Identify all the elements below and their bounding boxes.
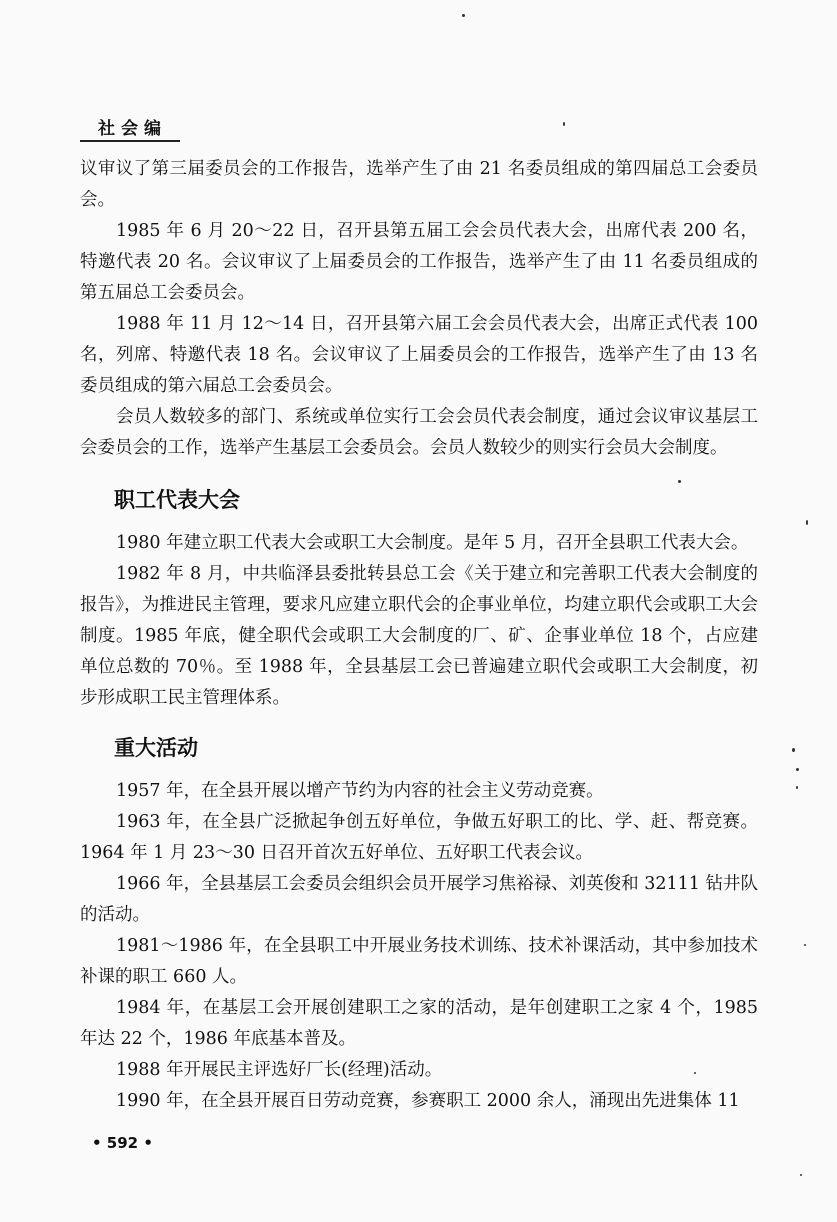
paragraph: 1963 年，在全县广泛掀起争创五好单位，争做五好职工的比、学、赶、帮竞赛。1964 年 1 月 23～30 日召开首次五好单位、五好职工代表会议。 (80, 812, 758, 863)
paragraph: 1981～1986 年，在全县职工中开展业务技术训练、技术补课活动，其中参加技术补课的职工 660 人。 (80, 936, 758, 987)
scan-speck (694, 1072, 696, 1074)
section-heading: 重大活动 (114, 736, 198, 760)
scan-speck (792, 748, 795, 752)
paragraph: 1982 年 8 月，中共临泽县委批转县总工会《关于建立和完善职工代表大会制度的报告》，为推进民主管理，要求凡应建立职代会的企事业单位，均建立职代会或职工大会制度。1985 年底，健全职代会或职工大会制度的厂、矿、企事业单位 18 个，占应建单位总数的 70％。至 1988 年，全县基层工会已普遍建立职代会或职工大会制度，初步形成职工民主管理体系。 (80, 564, 758, 708)
paragraph: 1966 年，全县基层工会委员会组织会员开展学习焦裕禄、刘英俊和 32111 钻井队的活动。 (80, 874, 758, 925)
paragraph: 1988 年开展民主评选好厂长(经理)活动。 (116, 1060, 443, 1080)
scan-speck (800, 1174, 802, 1176)
paragraph: 1988 年 11 月 12～14 日，召开县第六届工会会员代表大会，出席正式代表 100 名，列席、特邀代表 18 名。会议审议了上届委员会的工作报告，选举产生了由 13 名委员组成的第六届总工会委员会。 (80, 314, 758, 396)
paragraph: 1990 年，在全县开展百日劳动竞赛，参赛职工 2000 余人，涌现出先进集体 11 (116, 1091, 740, 1111)
scan-speck (804, 944, 806, 946)
scan-speck (462, 14, 465, 17)
paragraph: 会员人数较多的部门、系统或单位实行工会会员代表会制度，通过会议审议基层工会委员会的工作，选举产生基层工会委员会。会员人数较少的则实行会员大会制度。 (80, 407, 758, 458)
page-number: • 592 • (92, 1134, 153, 1152)
scan-speck (796, 786, 798, 789)
paragraph: 1957 年，在全县开展以增产节约为内容的社会主义劳动竞赛。 (116, 781, 604, 801)
running-head: 社会编 (98, 119, 167, 139)
section-heading: 职工代表大会 (114, 488, 240, 512)
paragraph: 1984 年，在基层工会开展创建职工之家的活动，是年创建职工之家 4 个，1985 年达 22 个，1986 年底基本普及。 (80, 998, 758, 1049)
paragraph-continued: 议审议了第三届委员会的工作报告，选举产生了由 21 名委员组成的第四届总工会委员会。 (80, 159, 758, 210)
paragraph: 1980 年建立职工代表大会或职工大会制度。是年 5 月，召开全县职工代表大会。 (116, 533, 749, 553)
scan-speck (563, 122, 565, 126)
running-head-rule (80, 140, 180, 142)
scan-speck (806, 520, 808, 525)
paragraph: 1985 年 6 月 20～22 日，召开县第五届工会会员代表大会，出席代表 200 名，特邀代表 20 名。会议审议了上届委员会的工作报告，选举产生了由 11 名委员组成的第五届总工会委员会。 (80, 221, 758, 303)
page-body (80, 154, 758, 1117)
scan-speck (796, 768, 799, 771)
scan-speck (678, 480, 681, 483)
